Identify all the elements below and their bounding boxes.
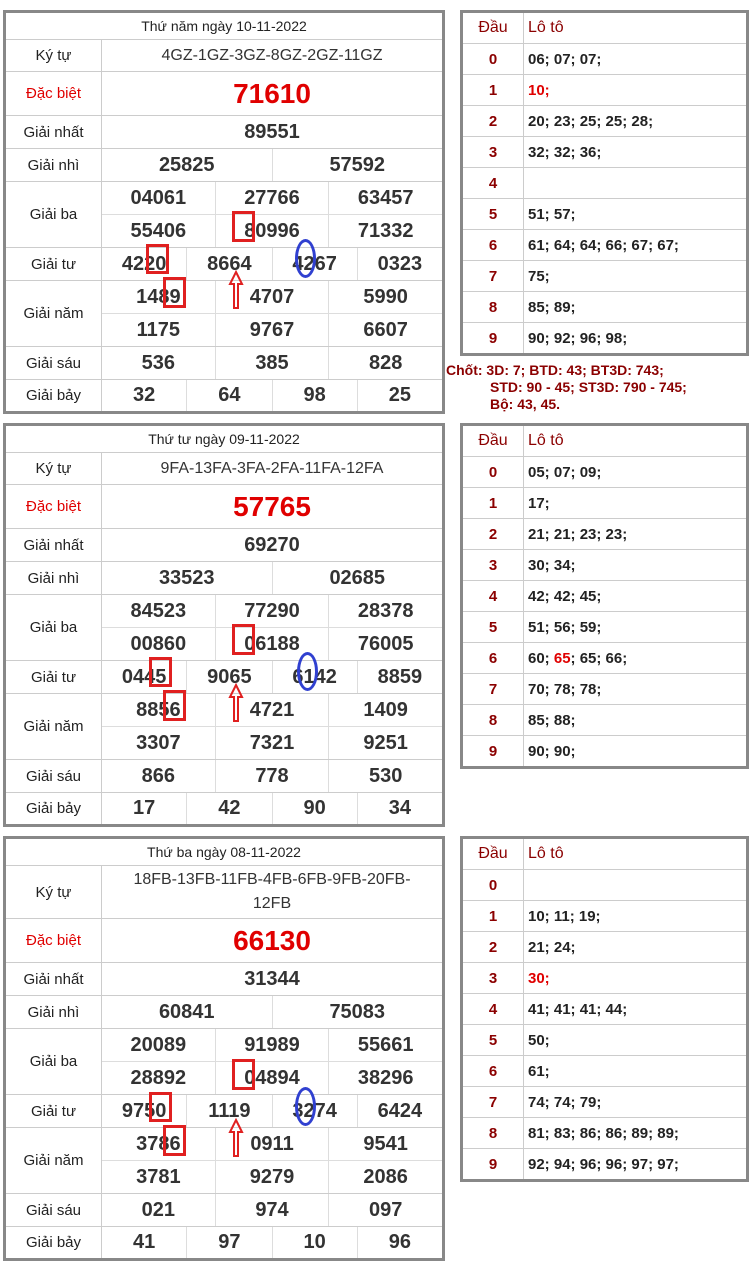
label-giai-nam: Giải năm bbox=[6, 694, 102, 759]
giai-ba-value: 71332 bbox=[357, 219, 414, 242]
loto-head: 5 bbox=[463, 1025, 524, 1055]
label-giai-ba: Giải ba bbox=[6, 182, 102, 247]
loto-row bbox=[463, 1118, 746, 1149]
giai-ba-value: 28892 bbox=[102, 1062, 216, 1094]
giai-nam-value: 8856 bbox=[102, 694, 216, 726]
label-giai-nhat: Giải nhất bbox=[6, 963, 102, 995]
loto-head: 5 bbox=[463, 612, 524, 642]
loto-head: 6 bbox=[463, 1056, 524, 1086]
label-giai-nam: Giải năm bbox=[6, 1128, 102, 1193]
row-giai-nhi bbox=[6, 996, 442, 1029]
giai-tu-value: 4267 bbox=[273, 248, 358, 280]
row-giai-tu bbox=[6, 248, 442, 281]
loto-head: 9 bbox=[463, 1149, 524, 1179]
loto-row bbox=[463, 870, 746, 901]
loto-row bbox=[463, 901, 746, 932]
loto-values: 90; 92; 96; 98; bbox=[528, 329, 628, 347]
dau-header: Đầu bbox=[463, 13, 524, 43]
loto-head: 6 bbox=[463, 643, 524, 673]
giai-ba-value: 20089 bbox=[102, 1029, 216, 1061]
loto-values: 85; 89; bbox=[528, 298, 576, 316]
loto-values: 61; 64; 64; 66; 67; 67; bbox=[528, 236, 679, 254]
giai-sau-value: 385 bbox=[216, 347, 330, 379]
giai-nam-value: 3307 bbox=[102, 727, 216, 759]
loto-head: 6 bbox=[463, 230, 524, 260]
row-giai-bay bbox=[6, 793, 442, 824]
loto-row bbox=[463, 488, 746, 519]
giai-nhi-value: 60841 bbox=[102, 996, 273, 1028]
chot-prediction bbox=[446, 362, 746, 413]
loto-header-label: Lô tô bbox=[528, 432, 564, 449]
giai-bay-value: 34 bbox=[388, 797, 411, 819]
loto-head: 8 bbox=[463, 705, 524, 735]
loto-row bbox=[463, 519, 746, 550]
loto-header-label: Lô tô bbox=[528, 19, 564, 36]
giai-sau-value: 828 bbox=[368, 351, 403, 374]
loto-head: 8 bbox=[463, 292, 524, 322]
label-ky-tu: Ký tự bbox=[6, 453, 102, 484]
giai-nam-value: 3786 bbox=[102, 1128, 216, 1160]
loto-row bbox=[463, 674, 746, 705]
loto-row bbox=[463, 168, 746, 199]
row-giai-nhat bbox=[6, 116, 442, 149]
loto-highlight: 65 bbox=[553, 649, 571, 667]
loto-row bbox=[463, 230, 746, 261]
row-ky-tu bbox=[6, 866, 442, 919]
giai-sau-value: 536 bbox=[102, 347, 216, 379]
giai-nam-value: 9541 bbox=[363, 1132, 408, 1155]
dac-biet-value: 66130 bbox=[233, 924, 311, 956]
giai-ba-value: 55406 bbox=[102, 215, 216, 247]
loto-values: 70; 78; 78; bbox=[528, 680, 602, 698]
loto-values: 20; 23; 25; 25; 28; bbox=[528, 112, 654, 130]
giai-bay-value: 10 bbox=[273, 1227, 358, 1258]
loto-row bbox=[463, 75, 746, 106]
giai-nam-value: 7321 bbox=[216, 727, 330, 759]
label-giai-nhat: Giải nhất bbox=[6, 116, 102, 148]
loto-row bbox=[463, 106, 746, 137]
loto-row bbox=[463, 550, 746, 581]
loto-head: 7 bbox=[463, 261, 524, 291]
giai-nhat-value: 31344 bbox=[244, 967, 300, 990]
giai-bay-value: 96 bbox=[388, 1231, 411, 1253]
label-giai-ba: Giải ba bbox=[6, 1029, 102, 1094]
giai-bay-value: 32 bbox=[102, 380, 187, 411]
giai-nam-value: 1489 bbox=[102, 281, 216, 313]
loto-values: 51; 56; 59; bbox=[528, 618, 602, 636]
loto-values: 41; 41; 41; 44; bbox=[528, 1000, 628, 1018]
giai-tu-value: 8859 bbox=[377, 665, 423, 688]
loto-part: 60; bbox=[528, 649, 554, 667]
ky-tu-value: 4GZ-1GZ-3GZ-8GZ-2GZ-11GZ bbox=[161, 46, 383, 64]
loto-head: 3 bbox=[463, 963, 524, 993]
loto-head: 3 bbox=[463, 550, 524, 580]
chot-line: Chốt: 3D: 7; BTD: 43; BT3D: 743; bbox=[446, 362, 664, 378]
draw-title: Thứ năm ngày 10-11-2022 bbox=[6, 13, 442, 40]
loto-row bbox=[463, 643, 746, 674]
loto-row bbox=[463, 137, 746, 168]
loto-row bbox=[463, 44, 746, 75]
giai-nam-value: 2086 bbox=[363, 1165, 408, 1188]
loto-head: 7 bbox=[463, 1087, 524, 1117]
giai-nhat-value: 89551 bbox=[244, 120, 300, 143]
loto-values: 74; 74; 79; bbox=[528, 1093, 602, 1111]
loto-values: 92; 94; 96; 96; 97; 97; bbox=[528, 1155, 679, 1173]
giai-nam-value: 0911 bbox=[216, 1128, 330, 1160]
loto-values: 75; bbox=[528, 267, 550, 285]
giai-bay-value: 64 bbox=[187, 380, 272, 411]
row-giai-nhat bbox=[6, 529, 442, 562]
loto-row bbox=[463, 1056, 746, 1087]
label-giai-bay: Giải bảy bbox=[6, 1227, 102, 1258]
draw-title: Thứ ba ngày 08-11-2022 bbox=[6, 839, 442, 866]
giai-nhi-value: 75083 bbox=[329, 1000, 386, 1023]
label-giai-nam: Giải năm bbox=[6, 281, 102, 346]
loto-row bbox=[463, 261, 746, 292]
giai-bay-value: 25 bbox=[388, 384, 411, 406]
giai-bay-value: 41 bbox=[102, 1227, 187, 1258]
loto-head: 4 bbox=[463, 581, 524, 611]
row-giai-sau bbox=[6, 760, 442, 793]
loto-row bbox=[463, 932, 746, 963]
loto-table-3 bbox=[460, 836, 749, 1182]
giai-tu-value: 1119 bbox=[187, 1095, 272, 1127]
loto-values: 81; 83; 86; 86; 89; 89; bbox=[528, 1124, 679, 1142]
giai-bay-value: 90 bbox=[273, 793, 358, 824]
row-dac-biet bbox=[6, 72, 442, 116]
giai-bay-value: 98 bbox=[273, 380, 358, 411]
row-giai-bay bbox=[6, 380, 442, 411]
result-table-2 bbox=[3, 423, 445, 827]
label-giai-bay: Giải bảy bbox=[6, 793, 102, 824]
loto-values: 42; 42; 45; bbox=[528, 587, 602, 605]
giai-ba-value: 76005 bbox=[357, 632, 414, 655]
giai-ba-value: 04061 bbox=[102, 182, 216, 214]
chot-line: STD: 90 - 45; ST3D: 790 - 745; bbox=[490, 379, 687, 395]
giai-tu-value: 6142 bbox=[273, 661, 358, 693]
loto-row bbox=[463, 1087, 746, 1118]
loto-values: 61; bbox=[528, 1062, 550, 1080]
dau-header: Đầu bbox=[463, 426, 524, 456]
label-giai-nhat: Giải nhất bbox=[6, 529, 102, 561]
label-giai-sau: Giải sáu bbox=[6, 347, 102, 379]
dac-biet-value: 57765 bbox=[233, 490, 311, 522]
giai-sau-value: 097 bbox=[368, 1198, 403, 1221]
giai-tu-value: 4220 bbox=[102, 248, 187, 280]
loto-head: 4 bbox=[463, 994, 524, 1024]
loto-header bbox=[463, 13, 746, 44]
label-giai-nhi: Giải nhì bbox=[6, 996, 102, 1028]
result-table-1 bbox=[3, 10, 445, 414]
loto-table-1 bbox=[460, 10, 749, 356]
giai-nhi-value: 57592 bbox=[329, 153, 386, 176]
label-dac-biet: Đặc biệt bbox=[6, 485, 102, 528]
row-giai-ba bbox=[6, 595, 442, 661]
loto-values bbox=[524, 168, 746, 198]
loto-header bbox=[463, 839, 746, 870]
giai-tu-value: 9750 bbox=[102, 1095, 187, 1127]
loto-values: 17; bbox=[528, 494, 550, 512]
giai-ba-value: 38296 bbox=[357, 1066, 414, 1089]
loto-head: 1 bbox=[463, 901, 524, 931]
loto-row bbox=[463, 994, 746, 1025]
label-dac-biet: Đặc biệt bbox=[6, 919, 102, 962]
loto-values: 85; 88; bbox=[528, 711, 576, 729]
giai-tu-value: 0323 bbox=[377, 252, 423, 275]
giai-sau-value: 974 bbox=[216, 1194, 330, 1226]
row-giai-bay bbox=[6, 1227, 442, 1258]
loto-values: 30; bbox=[528, 969, 550, 987]
giai-tu-value: 8664 bbox=[187, 248, 272, 280]
chot-line: Bộ: 43, 45. bbox=[490, 396, 561, 412]
row-giai-sau bbox=[6, 347, 442, 380]
loto-row bbox=[463, 963, 746, 994]
loto-head: 0 bbox=[463, 870, 524, 900]
loto-values bbox=[524, 870, 746, 900]
label-giai-nhi: Giải nhì bbox=[6, 149, 102, 181]
giai-ba-value: 06188 bbox=[216, 628, 330, 660]
loto-head: 9 bbox=[463, 736, 524, 766]
row-giai-nam bbox=[6, 694, 442, 760]
dac-biet-value: 71610 bbox=[233, 77, 311, 109]
giai-ba-value: 80996 bbox=[216, 215, 330, 247]
label-giai-tu: Giải tư bbox=[6, 248, 102, 280]
giai-bay-value: 17 bbox=[102, 793, 187, 824]
label-ky-tu: Ký tự bbox=[6, 40, 102, 71]
row-giai-tu bbox=[6, 661, 442, 694]
giai-nhi-value: 33523 bbox=[102, 562, 273, 594]
loto-values: 32; 32; 36; bbox=[528, 143, 602, 161]
row-giai-ba bbox=[6, 182, 442, 248]
giai-ba-value: 77290 bbox=[216, 595, 330, 627]
giai-tu-value: 6424 bbox=[377, 1099, 423, 1122]
loto-values: 21; 21; 23; 23; bbox=[528, 525, 628, 543]
loto-head: 3 bbox=[463, 137, 524, 167]
loto-header bbox=[463, 426, 746, 457]
dau-header: Đầu bbox=[463, 839, 524, 869]
row-giai-nhat bbox=[6, 963, 442, 996]
giai-ba-value: 28378 bbox=[357, 599, 414, 622]
result-table-3 bbox=[3, 836, 445, 1261]
row-giai-nhi bbox=[6, 149, 442, 182]
row-dac-biet bbox=[6, 485, 442, 529]
loto-values: 05; 07; 09; bbox=[528, 463, 602, 481]
loto-head: 9 bbox=[463, 323, 524, 353]
label-giai-tu: Giải tư bbox=[6, 661, 102, 693]
giai-ba-value: 63457 bbox=[357, 186, 414, 209]
loto-head: 0 bbox=[463, 44, 524, 74]
loto-row bbox=[463, 292, 746, 323]
ky-tu-value: 9FA-13FA-3FA-2FA-11FA-12FA bbox=[160, 459, 384, 477]
label-ky-tu: Ký tự bbox=[6, 866, 102, 918]
giai-tu-value: 3274 bbox=[273, 1095, 358, 1127]
giai-nam-value: 4721 bbox=[216, 694, 330, 726]
loto-head: 4 bbox=[463, 168, 524, 198]
loto-row bbox=[463, 1149, 746, 1179]
row-giai-nam bbox=[6, 281, 442, 347]
giai-ba-value: 27766 bbox=[216, 182, 330, 214]
giai-ba-value: 84523 bbox=[102, 595, 216, 627]
giai-nam-value: 9251 bbox=[363, 731, 408, 754]
row-giai-ba bbox=[6, 1029, 442, 1095]
loto-row bbox=[463, 581, 746, 612]
draw-title: Thứ tư ngày 09-11-2022 bbox=[6, 426, 442, 453]
label-giai-sau: Giải sáu bbox=[6, 760, 102, 792]
label-giai-bay: Giải bảy bbox=[6, 380, 102, 411]
loto-values: 50; bbox=[528, 1031, 550, 1049]
loto-head: 1 bbox=[463, 488, 524, 518]
loto-head: 1 bbox=[463, 75, 524, 105]
label-dac-biet: Đặc biệt bbox=[6, 72, 102, 115]
loto-table-2 bbox=[460, 423, 749, 769]
ky-tu-value: 18FB-13FB-11FB-4FB-6FB-9FB-20FB-12FB bbox=[133, 871, 411, 912]
loto-values: 10; bbox=[528, 81, 550, 99]
giai-nam-value: 1409 bbox=[363, 698, 408, 721]
loto-head: 2 bbox=[463, 932, 524, 962]
giai-sau-value: 866 bbox=[102, 760, 216, 792]
label-giai-ba: Giải ba bbox=[6, 595, 102, 660]
label-giai-tu: Giải tư bbox=[6, 1095, 102, 1127]
giai-ba-value: 91989 bbox=[216, 1029, 330, 1061]
loto-values: 90; 90; bbox=[528, 742, 576, 760]
giai-nhat-value: 69270 bbox=[244, 533, 300, 556]
giai-nhi-value: 25825 bbox=[102, 149, 273, 181]
loto-row bbox=[463, 705, 746, 736]
giai-sau-value: 530 bbox=[368, 764, 403, 787]
giai-bay-value: 42 bbox=[187, 793, 272, 824]
row-ky-tu bbox=[6, 453, 442, 485]
giai-sau-value: 021 bbox=[102, 1194, 216, 1226]
giai-nam-value: 3781 bbox=[102, 1161, 216, 1193]
row-giai-nhi bbox=[6, 562, 442, 595]
label-giai-nhi: Giải nhì bbox=[6, 562, 102, 594]
loto-head: 2 bbox=[463, 519, 524, 549]
loto-values: 21; 24; bbox=[528, 938, 576, 956]
giai-nam-value: 9767 bbox=[216, 314, 330, 346]
loto-row bbox=[463, 612, 746, 643]
loto-head: 2 bbox=[463, 106, 524, 136]
row-giai-nam bbox=[6, 1128, 442, 1194]
loto-values: 30; 34; bbox=[528, 556, 576, 574]
loto-values: 10; 11; 19; bbox=[528, 907, 601, 925]
giai-bay-value: 97 bbox=[187, 1227, 272, 1258]
loto-row bbox=[463, 1025, 746, 1056]
loto-values: 51; 57; bbox=[528, 205, 576, 223]
giai-sau-value: 778 bbox=[216, 760, 330, 792]
loto-head: 8 bbox=[463, 1118, 524, 1148]
loto-header-label: Lô tô bbox=[528, 845, 564, 862]
giai-nam-value: 6607 bbox=[363, 318, 408, 341]
giai-tu-value: 0445 bbox=[102, 661, 187, 693]
giai-nhi-value: 02685 bbox=[329, 566, 386, 589]
giai-tu-value: 9065 bbox=[187, 661, 272, 693]
giai-nam-value: 5990 bbox=[363, 285, 408, 308]
label-giai-sau: Giải sáu bbox=[6, 1194, 102, 1226]
loto-head: 5 bbox=[463, 199, 524, 229]
row-dac-biet bbox=[6, 919, 442, 963]
loto-head: 0 bbox=[463, 457, 524, 487]
giai-ba-value: 00860 bbox=[102, 628, 216, 660]
loto-row bbox=[463, 323, 746, 353]
giai-ba-value: 04894 bbox=[216, 1062, 330, 1094]
loto-values bbox=[524, 643, 746, 673]
loto-row bbox=[463, 199, 746, 230]
loto-values: 06; 07; 07; bbox=[528, 50, 602, 68]
giai-nam-value: 4707 bbox=[216, 281, 330, 313]
row-giai-tu bbox=[6, 1095, 442, 1128]
loto-part: ; 65; 66; bbox=[570, 649, 628, 667]
giai-nam-value: 1175 bbox=[102, 314, 216, 346]
giai-nam-value: 9279 bbox=[216, 1161, 330, 1193]
row-giai-sau bbox=[6, 1194, 442, 1227]
loto-head: 7 bbox=[463, 674, 524, 704]
row-ky-tu bbox=[6, 40, 442, 72]
loto-row bbox=[463, 457, 746, 488]
giai-ba-value: 55661 bbox=[357, 1033, 414, 1056]
loto-row bbox=[463, 736, 746, 766]
